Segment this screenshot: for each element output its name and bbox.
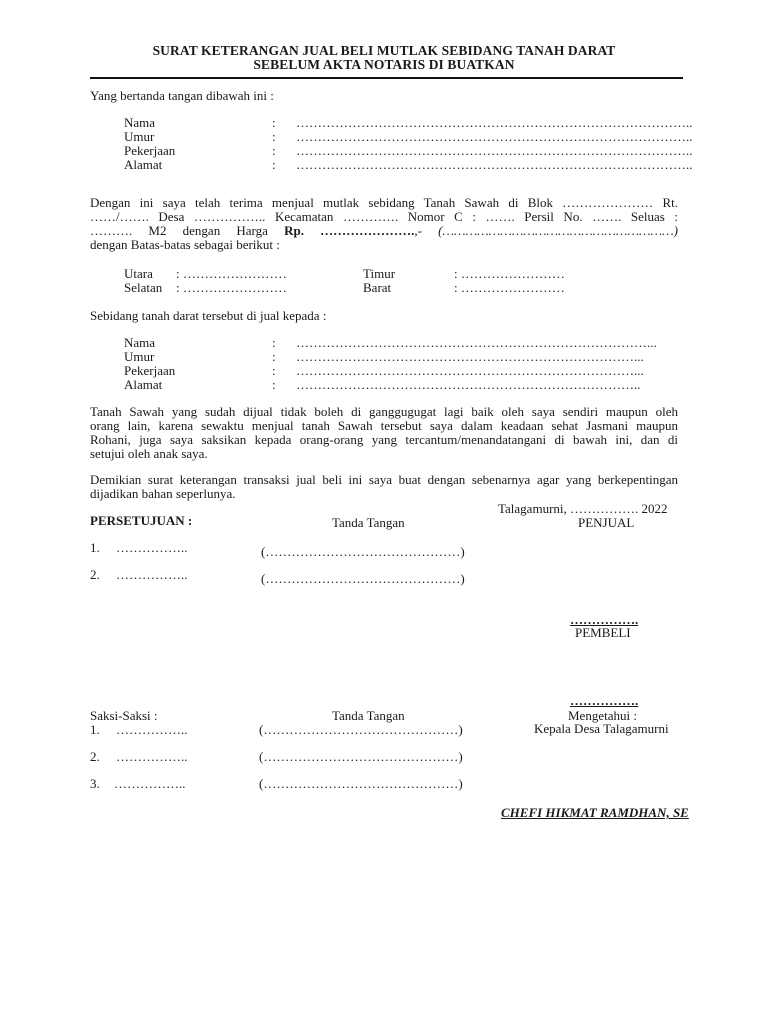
witness-item-number: 1. (90, 722, 100, 737)
approval-heading: PERSETUJUAN : (90, 513, 193, 528)
statement-line2: orang lain, karena sewaktu menjual tanah Sawah tersebut saya dalam keadaan sehat Jasmani maupun (90, 418, 678, 433)
boundary-east-label: Timur (363, 266, 396, 281)
boundary-south-label: Selatan (124, 280, 163, 295)
place-date[interactable]: Talagamurni, ……………. 2022 (498, 501, 668, 516)
buyer-address-label: Alamat (124, 377, 163, 392)
field-colon: : (272, 335, 276, 350)
boundary-north-label: Utara (124, 266, 153, 281)
witness-name-blank[interactable]: …………….. (116, 722, 188, 737)
statement-paragraph (90, 405, 678, 461)
boundary-west-label: Barat (363, 280, 392, 295)
sale-price-suffix: ,- (414, 223, 422, 238)
approval-name-blank[interactable]: …………….. (116, 540, 188, 555)
closing-paragraph (90, 473, 678, 501)
statement-line4: setujui oleh anak saya. (90, 446, 208, 461)
sale-line4: dengan Batas-batas sebagai berikut : (90, 237, 280, 252)
sale-price[interactable]: Rp. …………………. (284, 223, 415, 238)
intro-text: Yang bertanda tangan dibawah ini : (90, 88, 274, 103)
buyer-address-blank[interactable]: …………………………………………………………………….. (296, 377, 641, 392)
buyer-signature-blank[interactable]: ……………. (570, 612, 639, 627)
sale-paragraph (90, 196, 678, 252)
boundary-east-blank[interactable]: : …………………… (454, 266, 565, 281)
field-colon: : (272, 129, 276, 144)
seller-age-label: Umur (124, 129, 155, 144)
closing-line1: Demikian surat keterangan transaksi jual beli ini saya buat dengan sebenarnya agar yang berkepentingan (90, 472, 678, 487)
buyer-name-label: Nama (124, 335, 156, 350)
buyer-name-blank[interactable]: ………………………………………………………………………... (296, 335, 657, 350)
village-head-name: CHEFI HIKMAT RAMDHAN, SE (501, 805, 689, 820)
village-head-signature-blank[interactable]: ……………. (570, 693, 639, 708)
witness-name-blank[interactable]: …………….. (114, 776, 186, 791)
approval-signature-blank[interactable]: (………………………………………) (261, 544, 465, 559)
sale-line3 (90, 224, 678, 238)
buyer-job-blank[interactable]: ……………………………………………………………………... (296, 363, 644, 378)
seller-role: PENJUAL (578, 515, 635, 530)
statement-line1: Tanah Sawah yang sudah dijual tidak boleh di ganggugugat lagi baik oleh saya sendiri maupun oleh (90, 404, 678, 419)
field-colon: : (272, 115, 276, 130)
seller-name-label: Nama (124, 115, 156, 130)
boundary-north-blank[interactable]: : …………………… (176, 266, 287, 281)
boundary-south-blank[interactable]: : …………………… (176, 280, 287, 295)
buyer-role: PEMBELI (575, 625, 631, 640)
sale-line1: Dengan ini saya telah terima menjual mutlak sebidang Tanah Sawah di Blok ………………… Rt. (90, 195, 678, 210)
seller-name-blank[interactable]: ……………………………………………………………………………….. (296, 115, 693, 130)
witness-item-number: 2. (90, 749, 100, 764)
field-colon: : (272, 363, 276, 378)
seller-address-label: Alamat (124, 157, 163, 172)
field-colon: : (272, 143, 276, 158)
title-underline (90, 77, 683, 79)
approval-name-blank[interactable]: …………….. (116, 567, 188, 582)
approval-sign-heading: Tanda Tangan (332, 515, 405, 530)
approval-signature-blank[interactable]: (………………………………………) (261, 571, 465, 586)
buyer-age-blank[interactable]: ……………………………………………………………………... (296, 349, 644, 364)
witness-item-number: 3. (90, 776, 100, 791)
document-title-line1: SURAT KETERANGAN JUAL BELI MUTLAK SEBIDANG TANAH DARAT (152, 43, 616, 58)
village-head-title: Kepala Desa Talagamurni (534, 721, 669, 736)
approval-item-number: 2. (90, 567, 100, 582)
field-colon: : (272, 157, 276, 172)
witness-name-blank[interactable]: …………….. (116, 749, 188, 764)
buyer-age-label: Umur (124, 349, 155, 364)
acknowledge-label: Mengetahui : (568, 708, 637, 723)
witness-signature-blank[interactable]: (………………………………………) (259, 776, 463, 791)
statement-line3: Rohani, juga saya saksikan kepada orang-orang yang tercantum/menandatangani di bawah ini, dan di (90, 432, 678, 447)
seller-age-blank[interactable]: ……………………………………………………………………………….. (296, 129, 693, 144)
witness-signature-blank[interactable]: (………………………………………) (259, 722, 463, 737)
document-title-line2: SEBELUM AKTA NOTARIS DI BUATKAN (253, 57, 515, 72)
seller-job-label: Pekerjaan (124, 143, 176, 158)
sold-to-text: Sebidang tanah darat tersebut di jual kepada : (90, 308, 327, 323)
sale-area-text: ………. M2 dengan Harga (90, 223, 268, 238)
field-colon: : (272, 377, 276, 392)
field-colon: : (272, 349, 276, 364)
closing-line2: dijadikan bahan seperlunya. (90, 486, 236, 501)
sale-line2: ……/……. Desa …………….. Kecamatan …………. Nomor C : ……. Persil No. ……. Seluas : (90, 209, 678, 224)
witness-signature-blank[interactable]: (………………………………………) (259, 749, 463, 764)
seller-address-blank[interactable]: ……………………………………………………………………………….. (296, 157, 693, 172)
witness-heading: Saksi-Saksi : (90, 708, 158, 723)
sale-price-words[interactable]: (……………………………………………………) (438, 223, 679, 238)
boundary-west-blank[interactable]: : …………………… (454, 280, 565, 295)
approval-item-number: 1. (90, 540, 100, 555)
seller-job-blank[interactable]: ……………………………………………………………………………….. (296, 143, 693, 158)
witness-sign-heading: Tanda Tangan (332, 708, 405, 723)
buyer-job-label: Pekerjaan (124, 363, 176, 378)
